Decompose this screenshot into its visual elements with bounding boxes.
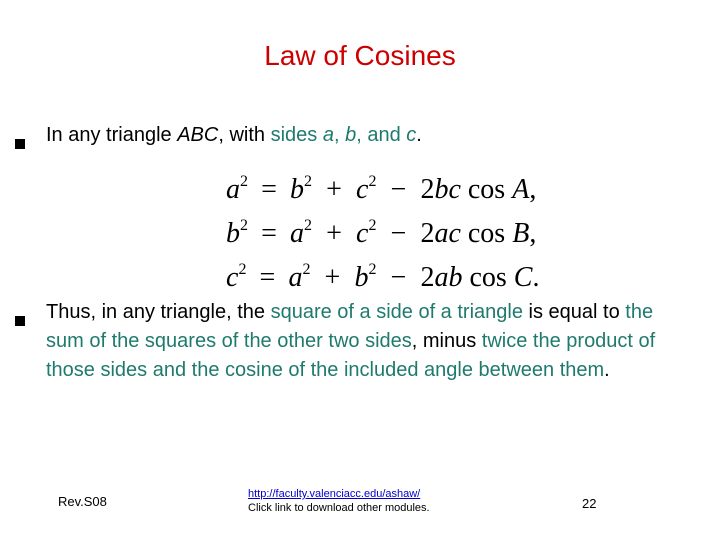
equals-sign: = [259, 262, 276, 293]
law-of-cosines-formulas [226, 168, 539, 300]
bullet1-part2: , with [218, 124, 271, 146]
plus-sign: + [324, 262, 341, 293]
formula-var: c [448, 218, 461, 249]
exponent: 2 [240, 217, 248, 234]
formula-var: a [434, 218, 449, 249]
minus-sign: − [390, 262, 407, 293]
formula-angle: C [513, 262, 533, 293]
footer-links [248, 487, 430, 515]
download-note: Click link to download other modules. [248, 502, 430, 514]
formula-row-b [226, 212, 539, 256]
formula-row-a [226, 168, 539, 212]
formula-lhs: c [226, 262, 239, 293]
minus-sign: − [390, 218, 407, 249]
page-number: 22 [582, 496, 597, 511]
formula-punct: , [529, 218, 537, 249]
plus-sign: + [326, 218, 342, 249]
exponent: 2 [238, 261, 247, 278]
formula-angle: A [512, 174, 530, 205]
exponent: 2 [368, 217, 377, 234]
bullet-text-1 [46, 121, 686, 150]
equals-sign: = [261, 174, 277, 205]
exponent: 2 [302, 261, 311, 278]
equals-sign: = [261, 218, 277, 249]
bullet1-and-word: and [367, 124, 407, 146]
bullet2-t3: twice the product of those sides and the cosine of the included angle between them [46, 330, 656, 381]
formula-lhs: a [226, 174, 240, 205]
bullet1-part1: In any triangle [46, 124, 178, 146]
plus-sign: + [326, 174, 342, 205]
formula-var: b [448, 262, 463, 293]
bullet1-comma1: , [333, 124, 346, 146]
bullet2-s4: . [604, 359, 610, 381]
formula-term: c [356, 218, 369, 249]
bullet2-s2: is equal to [522, 301, 626, 323]
exponent: 2 [240, 173, 248, 190]
formula-angle: B [512, 218, 530, 249]
bullet1-c: c [406, 124, 417, 146]
formula-row-c [226, 256, 539, 300]
formula-coefficient: 2 [420, 174, 435, 205]
formula-coefficient: 2 [420, 262, 435, 293]
cos-function: cos [467, 174, 506, 205]
bullet1-sides-word: sides [270, 124, 323, 146]
bullet1-end: . [416, 124, 422, 146]
revision-label: Rev.S08 [58, 494, 107, 509]
cos-function: cos [467, 218, 506, 249]
formula-term: c [356, 174, 369, 205]
exponent: 2 [368, 261, 377, 278]
formula-var: b [434, 174, 449, 205]
bullet2-t2: the sum of the squares of the other two sides [46, 301, 654, 352]
formula-term: a [288, 262, 303, 293]
bullet1-abc: ABC [177, 124, 219, 146]
formula-term: b [354, 262, 369, 293]
exponent: 2 [304, 173, 312, 190]
bullet1-b: b [345, 124, 357, 146]
bullet1-comma2: , [356, 124, 368, 146]
faculty-link[interactable]: http://faculty.valenciacc.edu/ashaw/ [248, 488, 421, 500]
exponent: 2 [368, 173, 377, 190]
bullet-marker-2 [15, 316, 25, 326]
bullet2-s3: , minus [411, 330, 482, 352]
formula-punct: , [529, 174, 537, 205]
formula-var: c [448, 174, 461, 205]
bullet2-t1: square of a side of a triangle [270, 301, 523, 323]
formula-punct: . [532, 262, 540, 293]
cos-function: cos [469, 262, 507, 293]
bullet-text-2 [46, 298, 658, 385]
slide-title: Law of Cosines [264, 40, 456, 71]
bullet1-a: a [322, 124, 334, 146]
minus-sign: − [390, 174, 407, 205]
bullet-marker-1 [15, 139, 25, 149]
formula-lhs: b [226, 218, 240, 249]
formula-term: a [290, 218, 304, 249]
formula-coefficient: 2 [420, 218, 435, 249]
formula-term: b [290, 174, 304, 205]
exponent: 2 [304, 217, 312, 234]
bullet2-s1: Thus, in any triangle, the [46, 301, 271, 323]
formula-var: a [434, 262, 449, 293]
